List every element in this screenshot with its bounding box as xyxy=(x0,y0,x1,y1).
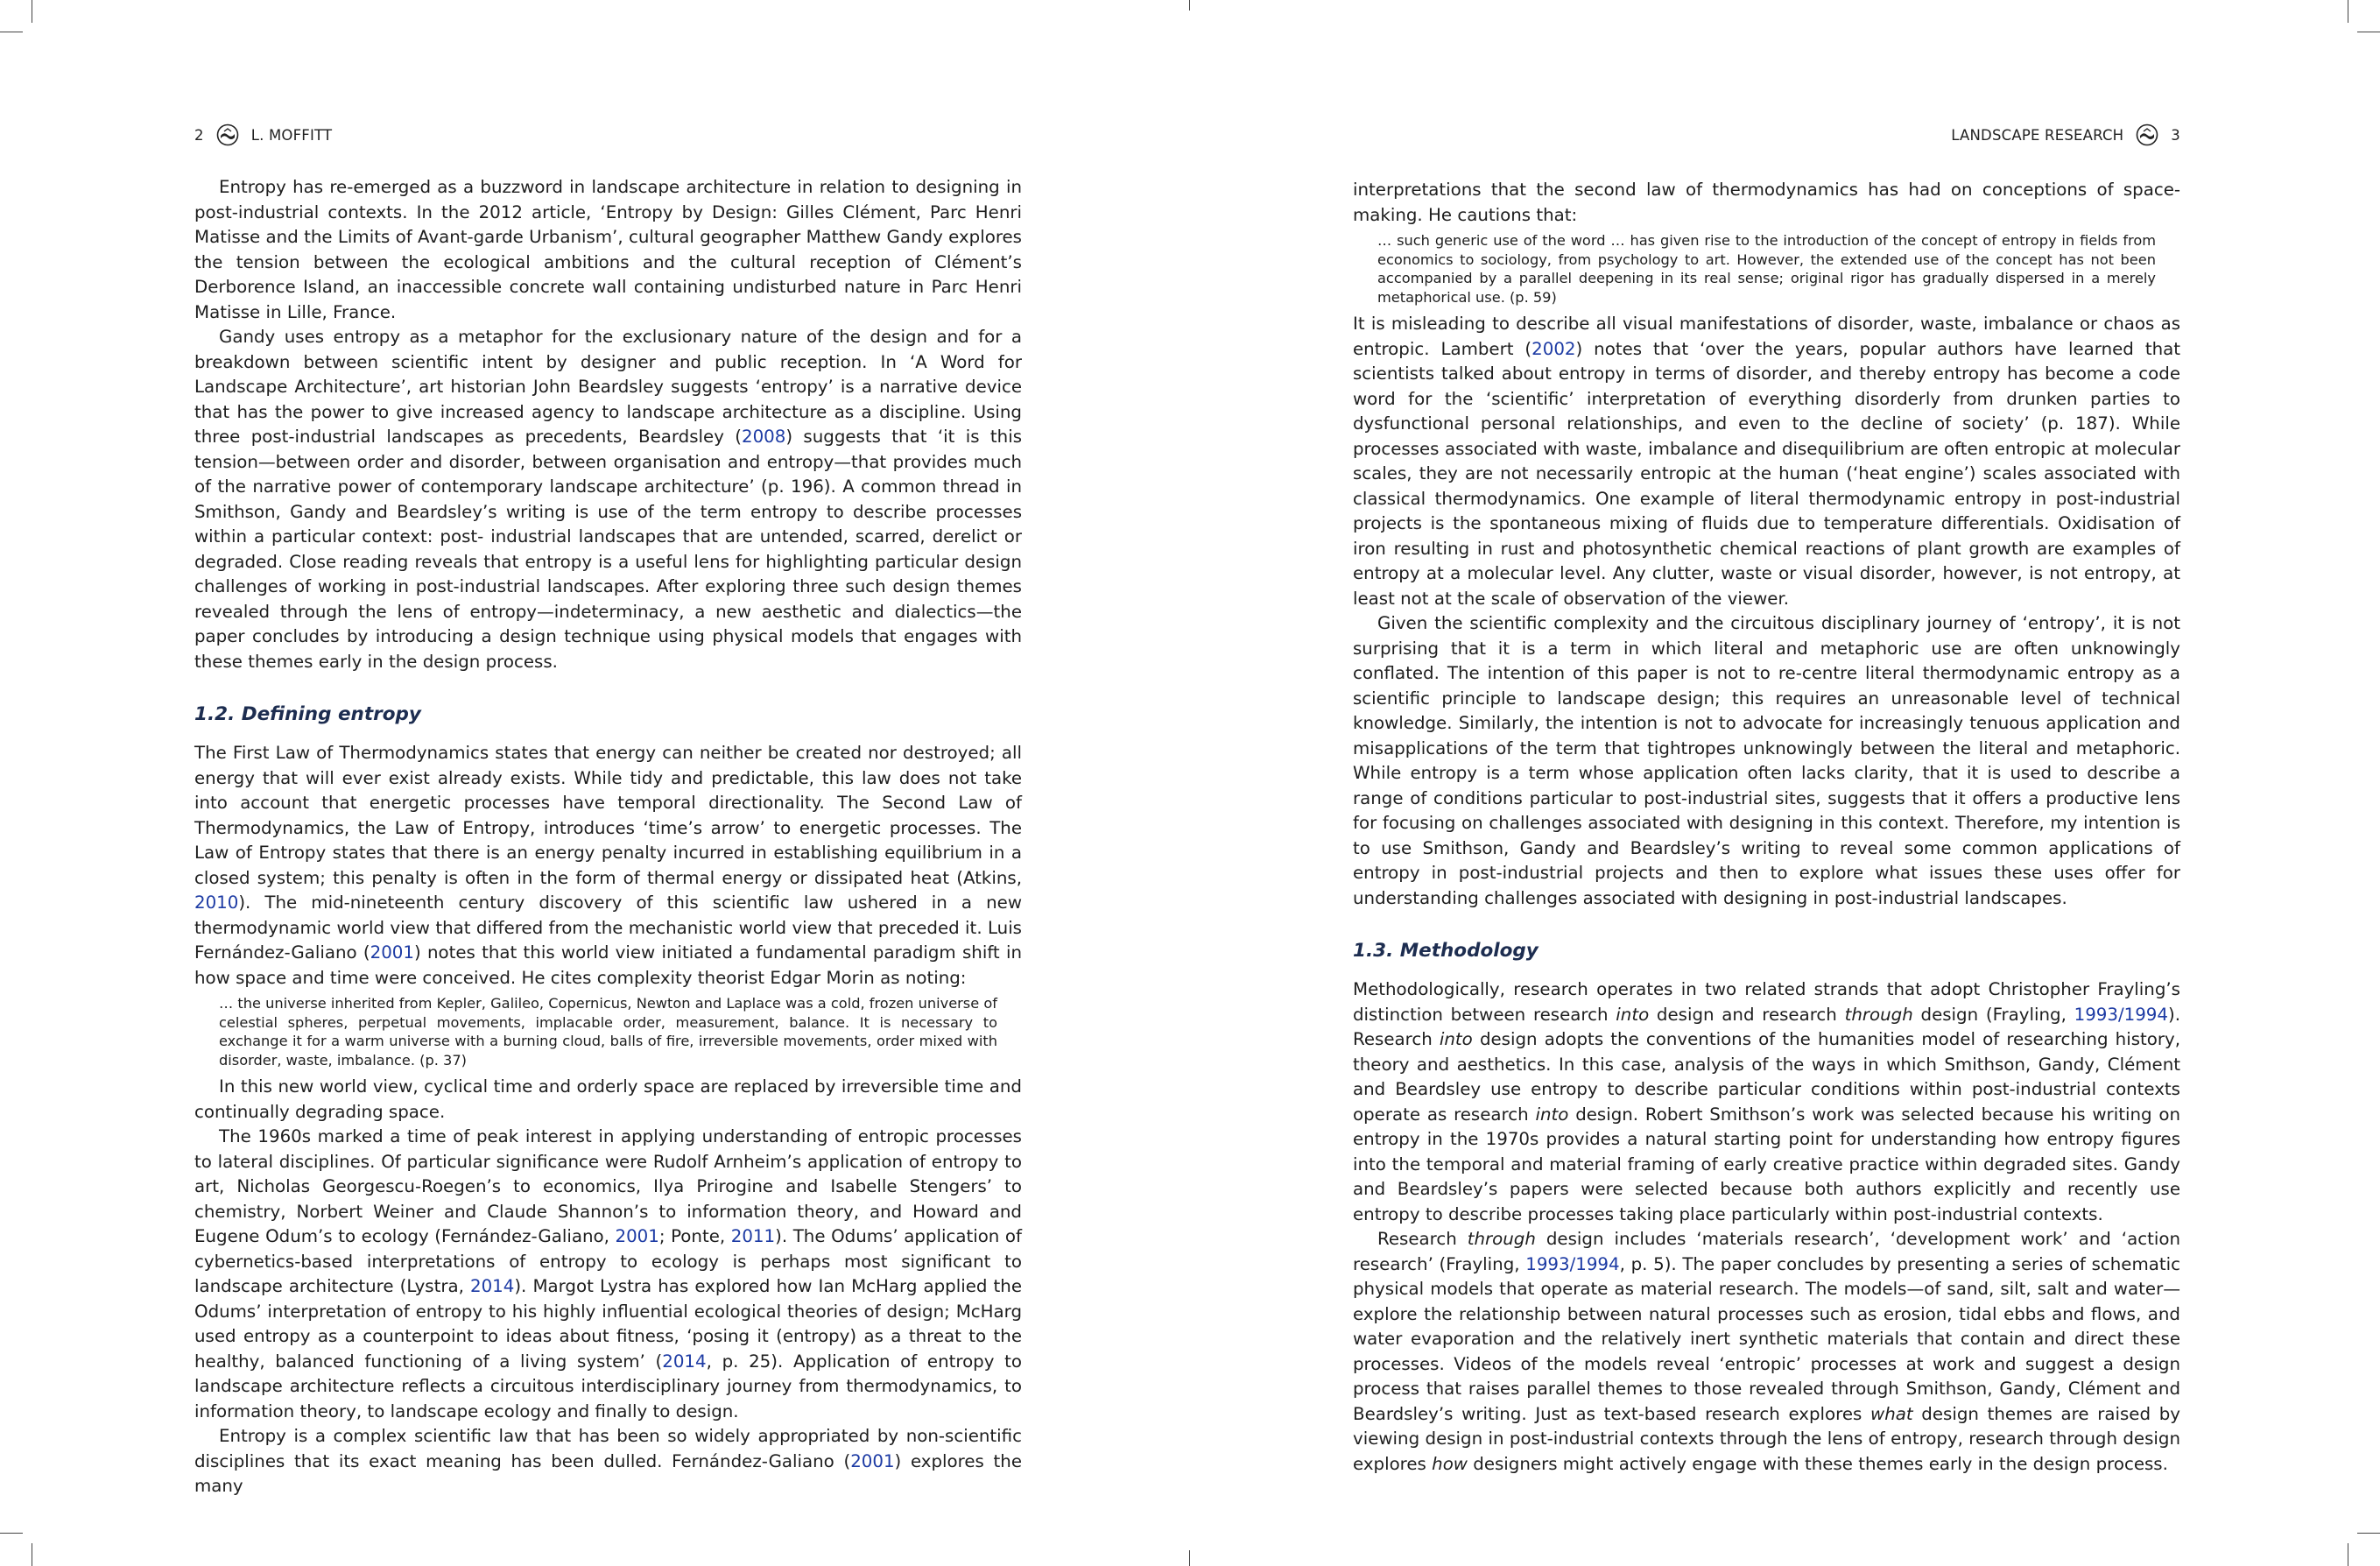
paragraph: interpretations that the second law of thermodynamics has had on conceptions of space-making. He cautions that: xyxy=(1353,180,2180,225)
citation-link[interactable]: 2001 xyxy=(370,942,414,963)
text-run: design adopts the conventions of the humanities model of researching history, theory and aesthetics. In this case, analysis of the ways in which Smithson, Gandy, Clément and Beardsley use entropy to describe particular conditions within post-industrial contexts operate as research xyxy=(1353,1029,2180,1125)
text-run: Research xyxy=(1377,1229,1468,1249)
text-run: ; Ponte, xyxy=(658,1226,731,1246)
running-head-left xyxy=(194,123,1022,146)
right-body xyxy=(1353,178,2180,1477)
emphasis: into xyxy=(1535,1104,1569,1125)
text-run: Entropy has re-emerged as a buzzword in landscape architecture in relation to designing in post-industrial contexts. In the 2012 article, ‘Entropy by Design: Gilles Clément, Parc Henri Matisse and the Limits of Avant-garde Urbanism’, cultural geographer Matthew Gandy explores the tension between the ecological ambitions and the cultural reception of Clément’s Derborence Island, an inaccessible concrete wall containing undisturbed nature in Parc Henri Matisse in Lille, France. xyxy=(194,177,1022,322)
text-run: ) explores the many xyxy=(194,1450,1022,1496)
text-run: Entropy is a complex scientific law that has been so widely appropriated by non-scientific disciplines that its exact meaning has been dulled. Fernández-Galiano ( xyxy=(194,1426,1022,1471)
running-head-author: L. MOFFITT xyxy=(250,126,333,144)
running-head-journal: LANDSCAPE RESEARCH xyxy=(1951,126,2124,144)
citation-link[interactable]: 2010 xyxy=(194,892,239,913)
paragraph xyxy=(1353,977,2180,1227)
emphasis: how xyxy=(1432,1453,1468,1474)
text-run: ). The mid-nineteenth century discovery of this scientific law ushered in a new thermodynamic world view that differed from the mechanistic world view that preceded it. Luis Fernández-Galiano ( xyxy=(194,892,1022,963)
section-heading: 1.3. Methodology xyxy=(1353,940,1539,962)
running-head-right xyxy=(1353,123,2180,146)
text-run: ). The Odums’ application of cybernetics-based interpretations of entropy to ecology is perhaps most significant to landscape architecture (Lystra, xyxy=(194,1226,1022,1296)
citation-link[interactable]: 2014 xyxy=(470,1276,515,1296)
citation-link[interactable]: 2001 xyxy=(850,1450,895,1471)
text-run: Methodologically, research operates in two related strands that adopt Christopher Frayling’s distinction between research xyxy=(1353,979,2180,1025)
paragraph xyxy=(194,1075,1022,1125)
text-run: design includes ‘materials research’, ‘development work’ and ‘action research’ (Frayling, xyxy=(1353,1229,2180,1274)
crop-mark xyxy=(0,1533,23,1534)
emphasis: through xyxy=(1467,1229,1536,1249)
emphasis: into xyxy=(1616,1004,1650,1025)
text-run: designers might actively engage with these themes early in the design process. xyxy=(1467,1453,2168,1474)
text-run: design (Frayling, xyxy=(1912,1004,2074,1025)
paragraph-group xyxy=(194,741,1022,991)
paragraph-group xyxy=(1353,977,2180,1477)
text-run: ). Margot Lystra has explored how Ian McHarg applied the Odums’ interpretation of entropy to his highly influential ecological theories of design; McHarg used entropy as a counterpoint to ideas about fitness, ‘posing it (entropy) as a threat to the healthy, balanced functioning of a living system’ ( xyxy=(194,1276,1023,1372)
page-number: 3 xyxy=(2171,126,2180,144)
text-run: Gandy uses entropy as a metaphor for the exclusionary nature of the design and for a breakdown between scientific intent by designer and public reception. In ‘A Word for Landscape Architecture’, art historian John Beardsley suggests ‘entropy’ is a narrative device that has the power to give increased agency to landscape architecture as a discipline. Using three post-industrial landscapes as precedents, Beardsley ( xyxy=(194,327,1022,447)
text-run: Given the scientific complexity and the circuitous disciplinary journey of ‘entropy’, it is not surprising that it is a term in which literal and metaphoric use are often unknowingly conflated. The intention of this paper is not to re-centre literal thermodynamic entropy as a scientific principle to landscape design; this requires an unreasonable level of technical knowledge. Similarly, the intention is not to advocate for increasingly tenuous application and misapplications of the term that tightropes unknowingly between the literal and metaphoric. While entropy is a term whose application often lacks clarity, that it is used to describe a range of conditions particular to post-industrial sites, suggests that it offers a productive lens for focusing on challenges associated with designing in this context. Therefore, my intention is to use Smithson, Gandy and Beardsley’s writing to reveal some common applications of entropy in post-industrial projects and then to explore what issues these uses offer for understanding challenges associated with designing in post-industrial landscapes. xyxy=(1353,613,2180,908)
crop-mark xyxy=(1189,0,1190,11)
paragraph xyxy=(194,175,1022,325)
crop-mark xyxy=(1189,1550,1190,1566)
text-run: ) notes that this world view initiated a fundamental paradigm shift in how space and time were conceived. He cites complexity theorist Edgar Morin as noting: xyxy=(194,942,1022,988)
publisher-logo-icon xyxy=(2136,123,2158,146)
text-run: The First Law of Thermodynamics states that energy can neither be created nor destroyed; all energy that will ever exist already exists. While tidy and predictable, this law does not take into account that energetic processes have temporal directionality. The Second Law of Thermodynamics, the Law of Entropy, introduces ‘time’s arrow’ to energetic processes. The Law of Entropy states that there is an energy penalty incurred in establishing equilibrium in a closed system; this penalty is often in the form of thermal energy or dissipated heat (Atkins, xyxy=(194,743,1022,888)
emphasis: through xyxy=(1844,1004,1913,1025)
text-run: It is misleading to describe all visual manifestations of disorder, waste, imbalance or chaos as entropic. Lambert ( xyxy=(1353,314,2180,359)
paragraph xyxy=(1353,1227,2180,1477)
paragraph xyxy=(1353,312,2180,611)
block-quote: … the universe inherited from Kepler, Galileo, Copernicus, Newton and Laplace was a cold, frozen universe of celestial spheres, perpetual movements, implacable order, measurement, balance. It is necessary to exchange it for a warm universe with a burning cloud, balls of fire, irreversible movements, order mixed with disorder, waste, imbalance. (p. 37) xyxy=(219,995,997,1069)
paragraph xyxy=(194,1424,1022,1499)
paragraph-group xyxy=(194,1075,1022,1499)
block-quote: … such generic use of the word … has given rise to the introduction of the concept of entropy in fields from economics to sociology, from psychology to art. However, the extended use of the concept has not been accompanied by a parallel deepening in its real sense; original rigor has gradually dispersed in a merely metaphorical use. (p. 59) xyxy=(1377,232,2156,306)
text-run: , p. 5). The paper concludes by presenting a series of schematic physical models that operate as material research. The models—of sand, silt, salt and water—explore the relationship between natural processes such as erosion, tidal ebbs and flows, and water evaporation and the relatively inert synthetic materials that contain and direct these processes. Videos of the models reveal ‘entropic’ processes at work and suggest a design process that raises parallel themes to those revealed through Smithson, Gandy, Clément and Beardsley’s writing. Just as text-based research explores xyxy=(1353,1253,2180,1424)
text-run: design and research xyxy=(1649,1004,1845,1025)
text-run: The 1960s marked a time of peak interest in applying understanding of entropic processes to lateral disciplines. Of particular significance were Rudolf Arnheim’s application of entropy to art, Nicholas Georgescu-Roegen’s to economics, Ilya Prirogine and Isabelle Stengers’ to chemistry, Norbert Weiner and Claude Shannon’s to information theory, and Howard and Eugene Odum’s to ecology (Fernández-Galiano, xyxy=(194,1126,1022,1246)
text-run: design themes are raised by viewing design in post-industrial contexts through the lens of entropy, research through design explores xyxy=(1353,1403,2180,1474)
page-number: 2 xyxy=(194,126,204,144)
citation-link[interactable]: 1993/1994 xyxy=(2074,1004,2168,1025)
paragraph-group xyxy=(194,175,1022,674)
text-run: In this new world view, cyclical time and orderly space are replaced by irreversible time and continually degrading space. xyxy=(194,1076,1022,1122)
paragraph xyxy=(1353,611,2180,911)
paragraph-group xyxy=(1353,312,2180,911)
paragraph xyxy=(194,741,1022,991)
citation-link[interactable]: 2001 xyxy=(615,1226,659,1246)
publisher-logo-icon xyxy=(216,123,239,146)
text-run: ) notes that ‘over the years, popular authors have learned that scientists talked about entropy in terms of disorder, and thereby entropy has become a code word for the ‘scientific’ interpretation of everything disorderly from drunken parties to dysfunctional personal relationships, and even to the decline of society’ (p. 187). While processes associated with waste, imbalance and disequilibrium are often entropic at molecular scales, they are not necessarily entropic at the human (‘heat engine’) scales associated with classical thermodynamics. One example of literal thermodynamic entropy in post-industrial projects is the spontaneous mixing of fluids due to temperature differentials. Oxidisation of iron resulting in rust and photosynthetic chemical reactions of plant growth are examples of entropy at a molecular level. Any clutter, waste or visual disorder, however, is not entropy, at least not at the scale of observation of the viewer. xyxy=(1353,338,2180,609)
citation-link[interactable]: 2011 xyxy=(730,1226,776,1246)
citation-link[interactable]: 2002 xyxy=(1532,338,1576,359)
citation-link[interactable]: 2008 xyxy=(742,427,786,447)
text-run: ). Research xyxy=(1353,1004,2180,1049)
text-run: design. Robert Smithson’s work was selected because his writing on entropy in the 1970s provides a natural starting point for understanding how entropy figures into the temporal and material framing of early creative practice within degraded sites. Gandy and Beardsley’s papers were selected because both authors explicitly and recently use entropy to describe processes taking place particularly within post-industrial contexts. xyxy=(1353,1104,2180,1224)
citation-link[interactable]: 2014 xyxy=(662,1351,707,1372)
paragraph xyxy=(194,325,1022,674)
section-heading: 1.2. Defining entropy xyxy=(194,703,421,725)
crop-mark xyxy=(2357,1533,2380,1534)
citation-link[interactable]: 1993/1994 xyxy=(1525,1253,1620,1274)
emphasis: what xyxy=(1870,1403,1913,1424)
text-run: ) suggests that ‘it is this tension—between order and disorder, between organisation and entropy—that provides much of the narrative power of contemporary landscape architecture’ (p. 196). A common thread in Smithson, Gandy and Beardsley’s writing is use of the term entropy to describe processes within a particular context: post- industrial landscapes that are untended, scarred, derelict or degraded. Close reading reveals that entropy is a useful lens for highlighting particular design challenges of working in post-industrial landscapes. After exploring three such design themes revealed through the lens of entropy—indeterminacy, a new aesthetic and dialectics—the paper concludes by introducing a design technique using physical models that engages with these themes early in the design process. xyxy=(194,427,1022,672)
left-body xyxy=(194,175,1022,1499)
text-run: , p. 25). Application of entropy to landscape architecture reflects a circuitous interdisciplinary journey from thermodynamics, to information theory, to landscape ecology and finally to design. xyxy=(194,1351,1022,1421)
paragraph xyxy=(194,1125,1022,1424)
emphasis: into xyxy=(1439,1029,1473,1049)
